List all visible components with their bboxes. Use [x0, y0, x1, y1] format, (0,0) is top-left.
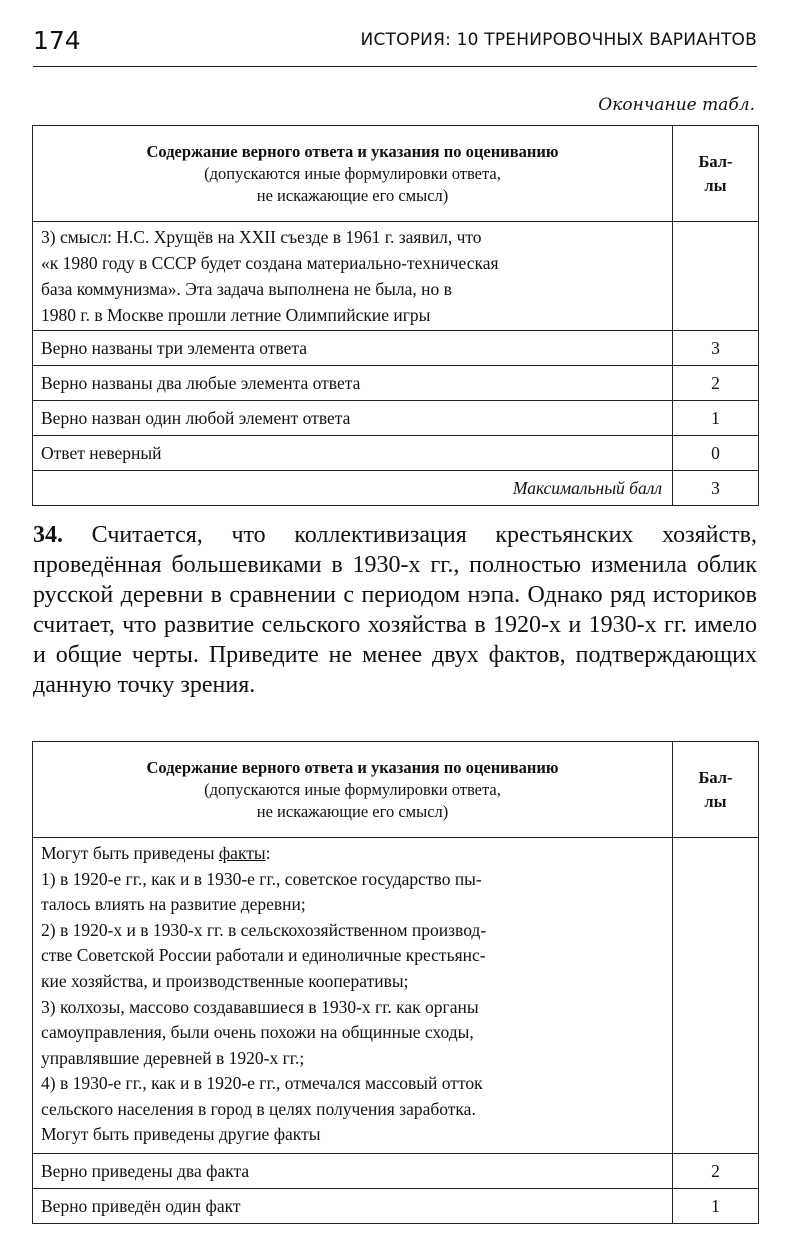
- answer-content-row: [33, 222, 759, 331]
- points: 1: [673, 1189, 759, 1224]
- table-row: [33, 331, 759, 366]
- answer-content: 3) смысл: Н.С. Хрущёв на XXII съезде в 1961 г. заявил, что «к 1980 году в СССР будет создана материально-техническая база коммунизма». Эта задача выполнена не была, но в 1980 г. в Москве прошли летние Олимпийские игры: [33, 222, 673, 331]
- table-row: [33, 436, 759, 471]
- content-column-header: [33, 742, 673, 838]
- criterion: Верно названы три элемента ответа: [33, 331, 673, 366]
- criterion: Верно назван один любой элемент ответа: [33, 401, 673, 436]
- criterion: Ответ неверный: [33, 436, 673, 471]
- content-title: Содержание верного ответа и указания по оцениванию: [146, 141, 559, 161]
- table-continued-label: Окончание табл.: [598, 95, 755, 115]
- running-title: ИСТОРИЯ: 10 ТРЕНИРОВОЧНЫХ ВАРИАНТОВ: [360, 30, 757, 50]
- points: 1: [673, 401, 759, 436]
- page-header: [33, 22, 757, 67]
- max-score-row: [33, 471, 759, 506]
- max-score-label: Максимальный балл: [33, 471, 673, 506]
- scoring-table-33: [32, 125, 759, 506]
- points-column-header: Бал- лы: [673, 126, 759, 222]
- answer-content-row: [33, 838, 759, 1154]
- content-note-1: (допускаются иные формулировки ответа,: [204, 779, 501, 799]
- table-row: [33, 401, 759, 436]
- content-title: Содержание верного ответа и указания по оцениванию: [146, 757, 559, 777]
- page-number: 174: [33, 26, 81, 55]
- table-header-row: [33, 742, 759, 838]
- table-header-row: [33, 126, 759, 222]
- answer-content: Могут быть приведены факты: 1) в 1920-е гг., как и в 1930-е гг., советское государство пы- талось влиять на развитие деревни; 2) в 1920-х и в 1930-х гг. в сельскохозяйственном производ- стве Советской России работали и единоличные крестьянс- кие хозяйства, и производственные кооперативы; 3) колхозы, массово создававшиеся в 1930-х гг. как органы самоуправления, были очень похожи на общинные сходы, управлявшие деревней в 1920-х гг.; 4) в 1930-е гг., как и в 1920-е гг., отмечался массовый отток сельского населения в город в целях получения заработка. Могут быть приведены другие факты: [33, 838, 673, 1154]
- criterion: Верно приведены два факта: [33, 1154, 673, 1189]
- criterion: Верно названы два любые элемента ответа: [33, 366, 673, 401]
- question-number: 34.: [33, 522, 63, 548]
- table-row: [33, 1154, 759, 1189]
- criterion: Верно приведён один факт: [33, 1189, 673, 1224]
- content-note-2: не искажающие его смысл): [256, 801, 449, 821]
- points: 3: [673, 331, 759, 366]
- max-score-points: 3: [673, 471, 759, 506]
- content-column-header: [33, 126, 673, 222]
- points: 0: [673, 436, 759, 471]
- content-note-2: не искажающие его смысл): [256, 185, 449, 205]
- points: 2: [673, 366, 759, 401]
- question-text: Считается, что коллективизация крестьянских хозяйств, проведённая большевиками в 1930-х гг., полностью изменила облик русской деревни в сравнении с периодом нэпа. Однако ряд историков считает, что развитие сельского хозяйства в 1920-х и 1930-х гг. имело и общие черты. Приведите не менее двух фактов, подтверждающих данную точку зрения.: [33, 522, 757, 698]
- points: 2: [673, 1154, 759, 1189]
- table-row: [33, 366, 759, 401]
- content-note-1: (допускаются иные формулировки ответа,: [204, 163, 501, 183]
- points-column-header: Бал- лы: [673, 742, 759, 838]
- table-row: [33, 1189, 759, 1224]
- scoring-table-34: [32, 741, 759, 1224]
- question-34: [33, 520, 757, 700]
